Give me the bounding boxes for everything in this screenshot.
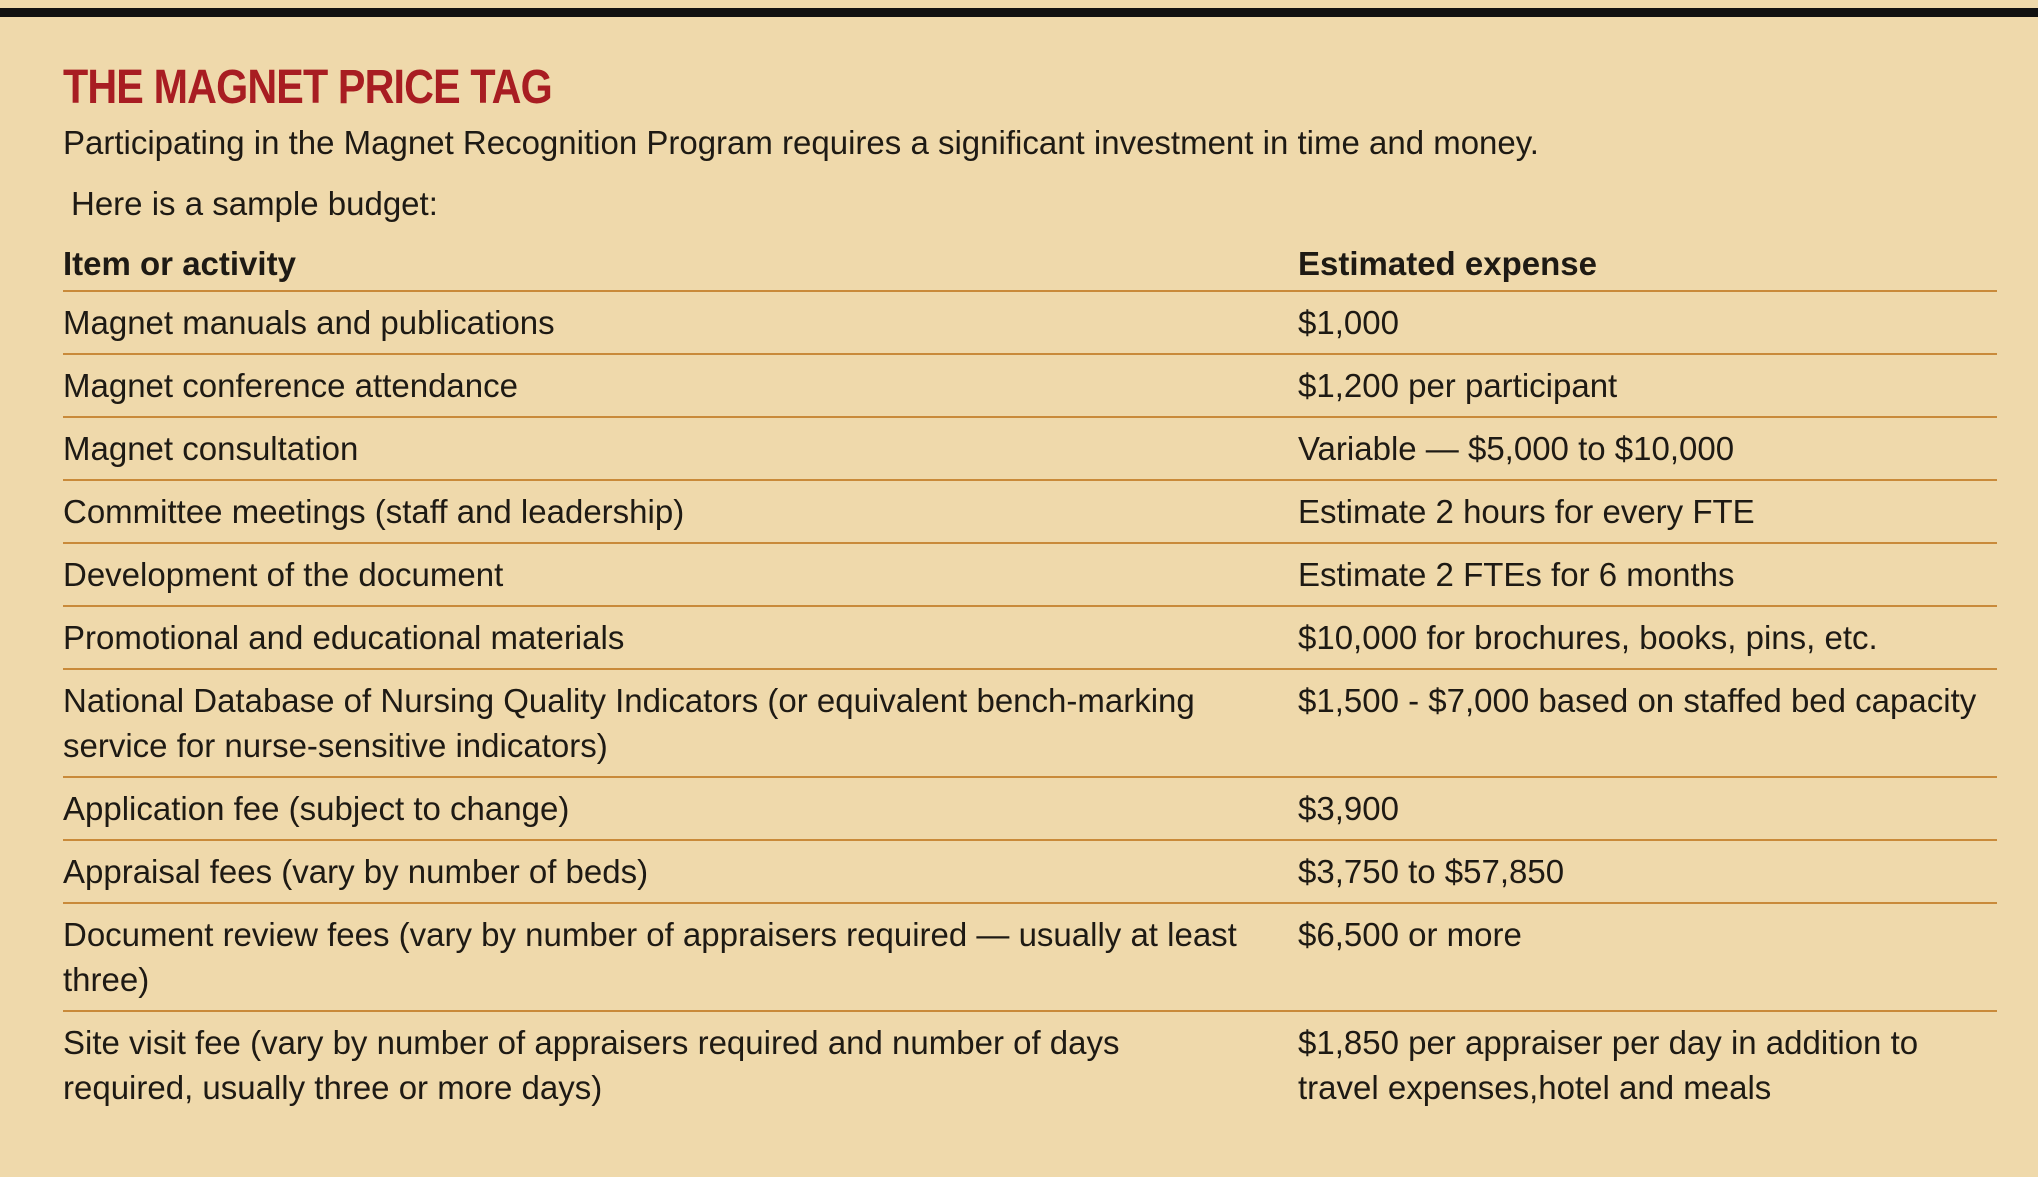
table-row (63, 669, 1997, 777)
table-row (63, 417, 1997, 480)
expense-cell: $6,500 or more (1298, 903, 1997, 1011)
expense-cell: $10,000 for brochures, books, pins, etc. (1298, 606, 1997, 669)
expense-cell: $3,900 (1298, 777, 1997, 840)
expense-cell: $3,750 to $57,850 (1298, 840, 1997, 903)
column-header-item: Item or activity (63, 242, 1298, 291)
expense-cell: $1,000 (1298, 291, 1997, 354)
top-rule (0, 8, 2038, 17)
table-row (63, 291, 1997, 354)
column-header-expense: Estimated expense (1298, 242, 1997, 291)
table-row (63, 777, 1997, 840)
expense-cell: $1,850 per appraiser per day in addition to travel expenses,hotel and meals (1298, 1024, 1919, 1106)
table-row (63, 543, 1997, 606)
item-cell: Promotional and educational materials (63, 606, 1298, 669)
table-row (63, 840, 1997, 903)
item-cell: Magnet manuals and publications (63, 291, 1298, 354)
table-row (63, 354, 1997, 417)
item-cell: Magnet conference attendance (63, 354, 1298, 417)
item-cell: Site visit fee (vary by number of appraisers required and number of days required, usually three or more days) (63, 1024, 1120, 1106)
expense-cell: $1,500 - $7,000 based on staffed bed capacity (1298, 669, 1997, 777)
item-cell: Application fee (subject to change) (63, 777, 1298, 840)
table-row (63, 480, 1997, 543)
expense-cell: Estimate 2 hours for every FTE (1298, 480, 1997, 543)
item-cell: Document review fees (vary by number of appraisers required — usually at least three) (63, 903, 1298, 1011)
budget-table (63, 242, 1997, 1118)
table-row (63, 903, 1997, 1011)
table-row (63, 606, 1997, 669)
item-cell: Committee meetings (staff and leadership) (63, 480, 1298, 543)
page-title: THE MAGNET PRICE TAG (63, 61, 552, 114)
table-header-row (63, 242, 1997, 291)
item-cell: Appraisal fees (vary by number of beds) (63, 840, 1298, 903)
expense-cell: $1,200 per participant (1298, 354, 1997, 417)
item-cell: Magnet consultation (63, 417, 1298, 480)
intro-text: Participating in the Magnet Recognition Program requires a significant investment in time and money. (63, 124, 1539, 161)
item-cell: National Database of Nursing Quality Indicators (or equivalent bench-marking service for nurse-sensitive indicators) (63, 669, 1298, 777)
expense-cell: Variable — $5,000 to $10,000 (1298, 417, 1997, 480)
item-cell: Development of the document (63, 543, 1298, 606)
table-row (63, 1011, 1997, 1118)
intro-subtext: Here is a sample budget: (71, 185, 438, 222)
price-tag-panel (63, 58, 1997, 1118)
expense-cell: Estimate 2 FTEs for 6 months (1298, 543, 1997, 606)
